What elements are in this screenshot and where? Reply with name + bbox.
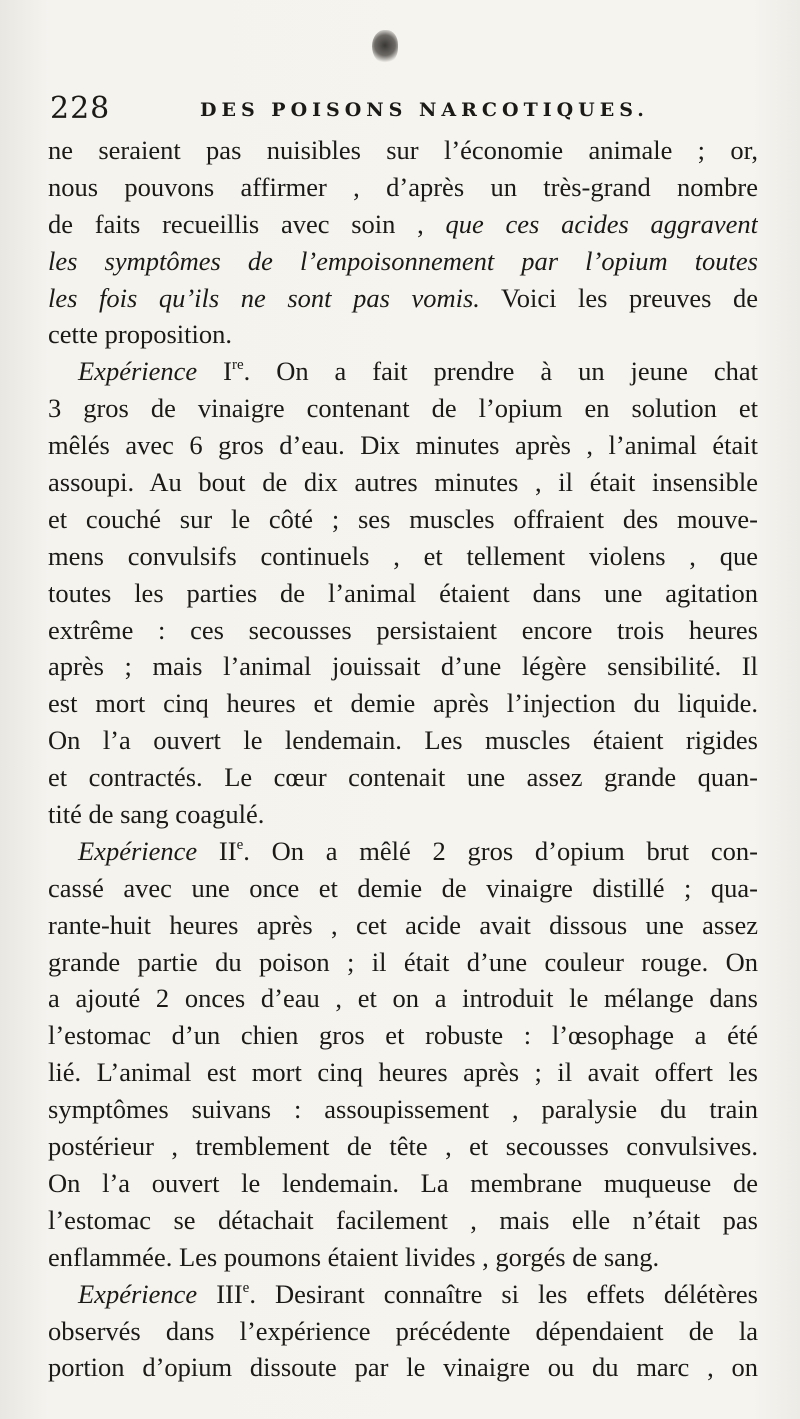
text-line [48, 1128, 758, 1165]
text-line [48, 464, 758, 501]
text-segment: est mort cinq heures et demie après l’injection du liquide. [48, 688, 758, 719]
body-text [48, 132, 758, 1386]
text-segment: cette proposition. [48, 319, 232, 350]
text-segment: extrême : ces secousses persistaient encore trois heures [48, 614, 758, 645]
text-segment: nous pouvons affirmer , d’après un très-grand nombre [48, 171, 758, 202]
text-line [48, 243, 758, 280]
text-segment: de faits recueillis avec soin , [48, 208, 446, 239]
text-line [48, 685, 758, 722]
text-segment: toutes les parties de l’animal étaient dans une agitation [48, 577, 758, 608]
text-segment: l’estomac se détachait facilement , mais elle n’était pas [48, 1204, 758, 1235]
text-line [48, 132, 758, 169]
text-line [48, 1349, 758, 1386]
text-line [48, 316, 758, 353]
text-line [48, 280, 758, 317]
text-line [48, 1054, 758, 1091]
text-segment: symptômes suivans : assoupissement , paralysie du train [48, 1094, 758, 1125]
text-segment: . On a mêlé 2 gros d’opium brut con- [243, 835, 758, 866]
italic-text: Expérience [78, 835, 198, 866]
text-line [48, 206, 758, 243]
text-line [48, 907, 758, 944]
text-segment: tité de sang coagulé. [48, 799, 265, 830]
page-header [50, 92, 750, 126]
text-segment: . On a fait prendre à un jeune chat [243, 356, 758, 387]
text-line [48, 353, 758, 390]
text-segment: mens convulsifs continuels , et tellement violens , que [48, 540, 758, 571]
text-segment: II [197, 835, 237, 866]
text-segment: observés dans l’expérience précédente dépendaient de la [48, 1315, 758, 1346]
italic-text: Expérience [78, 1278, 198, 1309]
running-title: DES POISONS NARCOTIQUES. [200, 99, 649, 121]
text-line [48, 612, 758, 649]
text-segment: enflammée. Les poumons étaient livides , gorgés de sang. [48, 1241, 660, 1272]
text-segment: portion d’opium dissoute par le vinaigre ou du marc , on [48, 1352, 758, 1383]
text-line [48, 833, 758, 870]
page-number: 228 [50, 91, 111, 126]
ordinal-superscript: re [231, 357, 244, 374]
text-line [48, 390, 758, 427]
text-segment: On l’a ouvert le lendemain. La membrane muqueuse de [48, 1167, 758, 1198]
italic-text: que ces acides aggravent [445, 208, 758, 239]
text-segment: postérieur , tremblement de tête , et secousses convulsives. [48, 1131, 758, 1162]
text-line [48, 1202, 758, 1239]
text-segment: l’estomac d’un chien gros et robuste : l’œsophage a été [48, 1020, 758, 1051]
text-line [48, 501, 758, 538]
text-line [48, 1276, 758, 1313]
text-segment: rante-huit heures après , cet acide avait dissous une assez [48, 909, 758, 940]
italic-text: les fois qu’ils ne sont pas vomis. [48, 282, 480, 313]
text-segment: cassé avec une once et demie de vinaigre distillé ; qua- [48, 872, 758, 903]
text-line [48, 870, 758, 907]
ink-smudge [372, 30, 398, 64]
text-line [48, 1017, 758, 1054]
ordinal-superscript: e [242, 1279, 250, 1296]
italic-text: Expérience [78, 356, 198, 387]
text-line [48, 722, 758, 759]
text-segment: III [197, 1278, 243, 1309]
text-segment: grande partie du poison ; il était d’une couleur rouge. On [48, 946, 758, 977]
text-segment: On l’a ouvert le lendemain. Les muscles étaient rigides [48, 725, 758, 756]
text-line [48, 169, 758, 206]
text-line [48, 538, 758, 575]
text-segment: après ; mais l’animal jouissait d’une légère sensibilité. Il [48, 651, 758, 682]
text-segment: I [197, 356, 232, 387]
text-segment: assoupi. Au bout de dix autres minutes , il était insensible [48, 467, 758, 498]
text-line [48, 575, 758, 612]
text-line [48, 1239, 758, 1276]
text-segment: . Desirant connaître si les effets délétères [249, 1278, 758, 1309]
text-line [48, 944, 758, 981]
text-line [48, 759, 758, 796]
italic-text: les symptômes de l’empoisonnement par l’opium toutes [48, 245, 758, 276]
text-line [48, 980, 758, 1017]
text-line [48, 648, 758, 685]
text-line [48, 1091, 758, 1128]
text-segment: lié. L’animal est mort cinq heures après ; il avait offert les [48, 1057, 758, 1088]
text-line [48, 1313, 758, 1350]
text-segment: 3 gros de vinaigre contenant de l’opium en solution et [48, 393, 758, 424]
text-segment: ne seraient pas nuisibles sur l’économie animale ; or, [48, 135, 758, 165]
text-segment: et contractés. Le cœur contenait une assez grande quan- [48, 762, 758, 793]
text-segment: Voici les preuves de [479, 282, 758, 313]
text-segment: mêlés avec 6 gros d’eau. Dix minutes après , l’animal était [48, 430, 758, 461]
text-line [48, 796, 758, 833]
ordinal-superscript: e [236, 836, 244, 853]
text-line [48, 427, 758, 464]
text-segment: et couché sur le côté ; ses muscles offraient des mouve- [48, 503, 758, 534]
text-line [48, 1165, 758, 1202]
text-segment: a ajouté 2 onces d’eau , et on a introduit le mélange dans [48, 983, 758, 1014]
